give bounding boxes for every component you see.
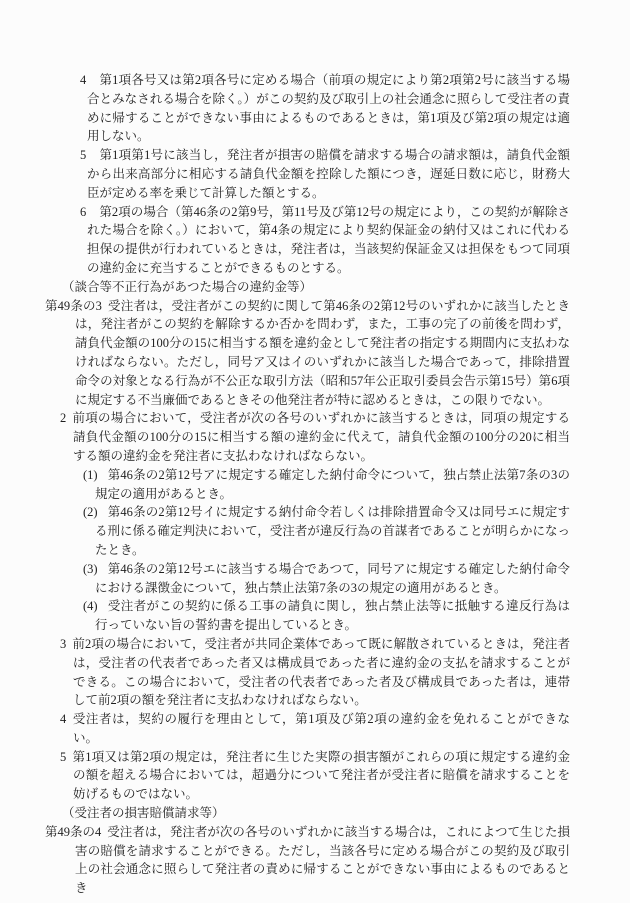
item-text: 第46条の2第12号エに該当する場合であつて，同号アに規定する確定した納付命令における課徴金について，独占禁止法第7条の3の規定の適用があるとき。 xyxy=(95,561,570,595)
article-number: 第49条の4 xyxy=(45,824,102,839)
paragraph-text: 第1項又は第2項の規定は，発注者に生じた実際の損害額がこれらの項に規定する違約金の額を超える場合においては，超過分について発注者が受注者に賠償を請求することを妨げるものではない。 xyxy=(72,749,570,802)
paragraph-text: 第1項第1号に該当し，発注者が損害の賠償を請求する場合の請求額は，請負代金額から出来高部分に相応する請負代金額を控除した額につき，遅延日数に応じ，財務大臣が定める率を乗じて計算した額とする。 xyxy=(87,148,570,200)
clause-paragraph xyxy=(45,146,570,202)
clause-paragraph xyxy=(45,409,570,465)
section-heading xyxy=(62,278,570,297)
article-clause xyxy=(45,823,570,898)
section-heading-text: （受注者の損害賠償請求等） xyxy=(62,806,225,821)
article-clause xyxy=(45,297,570,410)
article-number: 第49条の3 xyxy=(45,298,102,313)
contract-clause-text xyxy=(45,71,570,898)
paragraph-number: 4 xyxy=(80,73,87,87)
item-number: (4) xyxy=(83,599,98,614)
paragraph-number: 2 xyxy=(60,411,67,426)
item-text: 受注者がこの契約に係る工事の請負に関し，独占禁止法等に抵触する違反行為は行っていない旨の誓約書を提出しているとき。 xyxy=(95,599,570,633)
article-text: 受注者は，受注者がこの契約に関して第46条の2第12号のいずれかに該当したときは，発注者がこの契約を解除するか否かを問わず，また，工事の完了の前後を問わず，請負代金額の100分の15に相当する額を違約金として発注者の指定する期間内に支払わなければならない。ただし，同号ア又はイのいずれかに該当した場合であって，排除措置命令の対象となる行為が不公正な取引方法（昭和57年公正取引委員会告示第15号）第6項に規定する不当廉価であるときその他発注者が特に認めるときは，この限りでない。 xyxy=(75,298,570,407)
paragraph-number: 6 xyxy=(80,204,87,219)
clause-paragraph xyxy=(45,71,570,146)
item-text: 第46条の2第12号イに規定する納付命令若しくは排除措置命令又は同号エに規定する刑に係る確定判決において，受注者が違反行為の首謀者であることが明らかになったとき。 xyxy=(95,505,570,557)
paragraph-text: 前2項の場合において，受注者が共同企業体であって既に解散されているときは，発注者は，受注者の代表者であった者又は構成員であった者に違約金の支払を請求することができる。この場合において，受注者の代表者であった者及び構成員であった者は，連帯して前2項の額を発注者に支払わなければならない。 xyxy=(72,636,570,708)
paragraph-number: 4 xyxy=(60,712,67,727)
clause-paragraph xyxy=(45,203,570,278)
item-text: 第46条の2第12号アに規定する確定した納付命令について，独占禁止法第7条の3の規定の適用があるとき。 xyxy=(95,467,570,501)
paragraph-text: 第2項の場合（第46条の2第9号，第11号及び第12号の規定により，この契約が解除された場合を除く。）において，第4条の規定により契約保証金の納付又はこれに代わる担保の提供が行われているときは，発注者は，当該契約保証金又は担保をもつて同項の違約金に充当することができるものとする。 xyxy=(87,204,570,275)
section-heading xyxy=(62,804,570,823)
item-number: (3) xyxy=(83,561,98,576)
paragraph-number: 5 xyxy=(80,148,87,163)
article-text: 受注者は，発注者が次の各号のいずれかに該当する場合は，これによつて生じた損害の賠償を請求することができる。ただし，当該各号に定める場合がこの契約及び取引上の社会通念に照らして発注者の責めに帰することができない事由によるものであるとき xyxy=(75,824,570,896)
paragraph-text: 前項の場合において，受注者が次の各号のいずれかに該当するときは，同項の規定する請負代金額の100分の15に相当する額の違約金に代えて，請負代金額の100分の20に相当する額の違約金を発注者に支払わなければならない。 xyxy=(72,411,570,463)
paragraph-number: 3 xyxy=(60,636,67,651)
clause-item xyxy=(45,597,570,635)
item-number: (2) xyxy=(83,505,98,520)
paragraph-text: 受注者は，契約の履行を理由として，第1項及び第2項の違約金を免れることができない。 xyxy=(72,712,570,745)
clause-item xyxy=(45,466,570,504)
clause-item xyxy=(45,560,570,598)
paragraph-text: 第1項各号又は第2項各号に定める場合（前項の規定により第2項第2号に該当する場合とみなされる場合を除く。）がこの契約及び取引上の社会通念に照らして受注者の責めに帰することができない事由によるものであるときは，第1項及び第2項の規定は適用しない。 xyxy=(87,73,570,144)
item-number: (1) xyxy=(83,467,98,482)
clause-paragraph xyxy=(45,635,570,710)
clause-item xyxy=(45,503,570,559)
section-heading-text: （談合等不正行為があつた場合の違約金等） xyxy=(62,279,313,294)
clause-paragraph xyxy=(45,748,570,804)
paragraph-number: 5 xyxy=(60,749,67,764)
clause-paragraph xyxy=(45,710,570,748)
